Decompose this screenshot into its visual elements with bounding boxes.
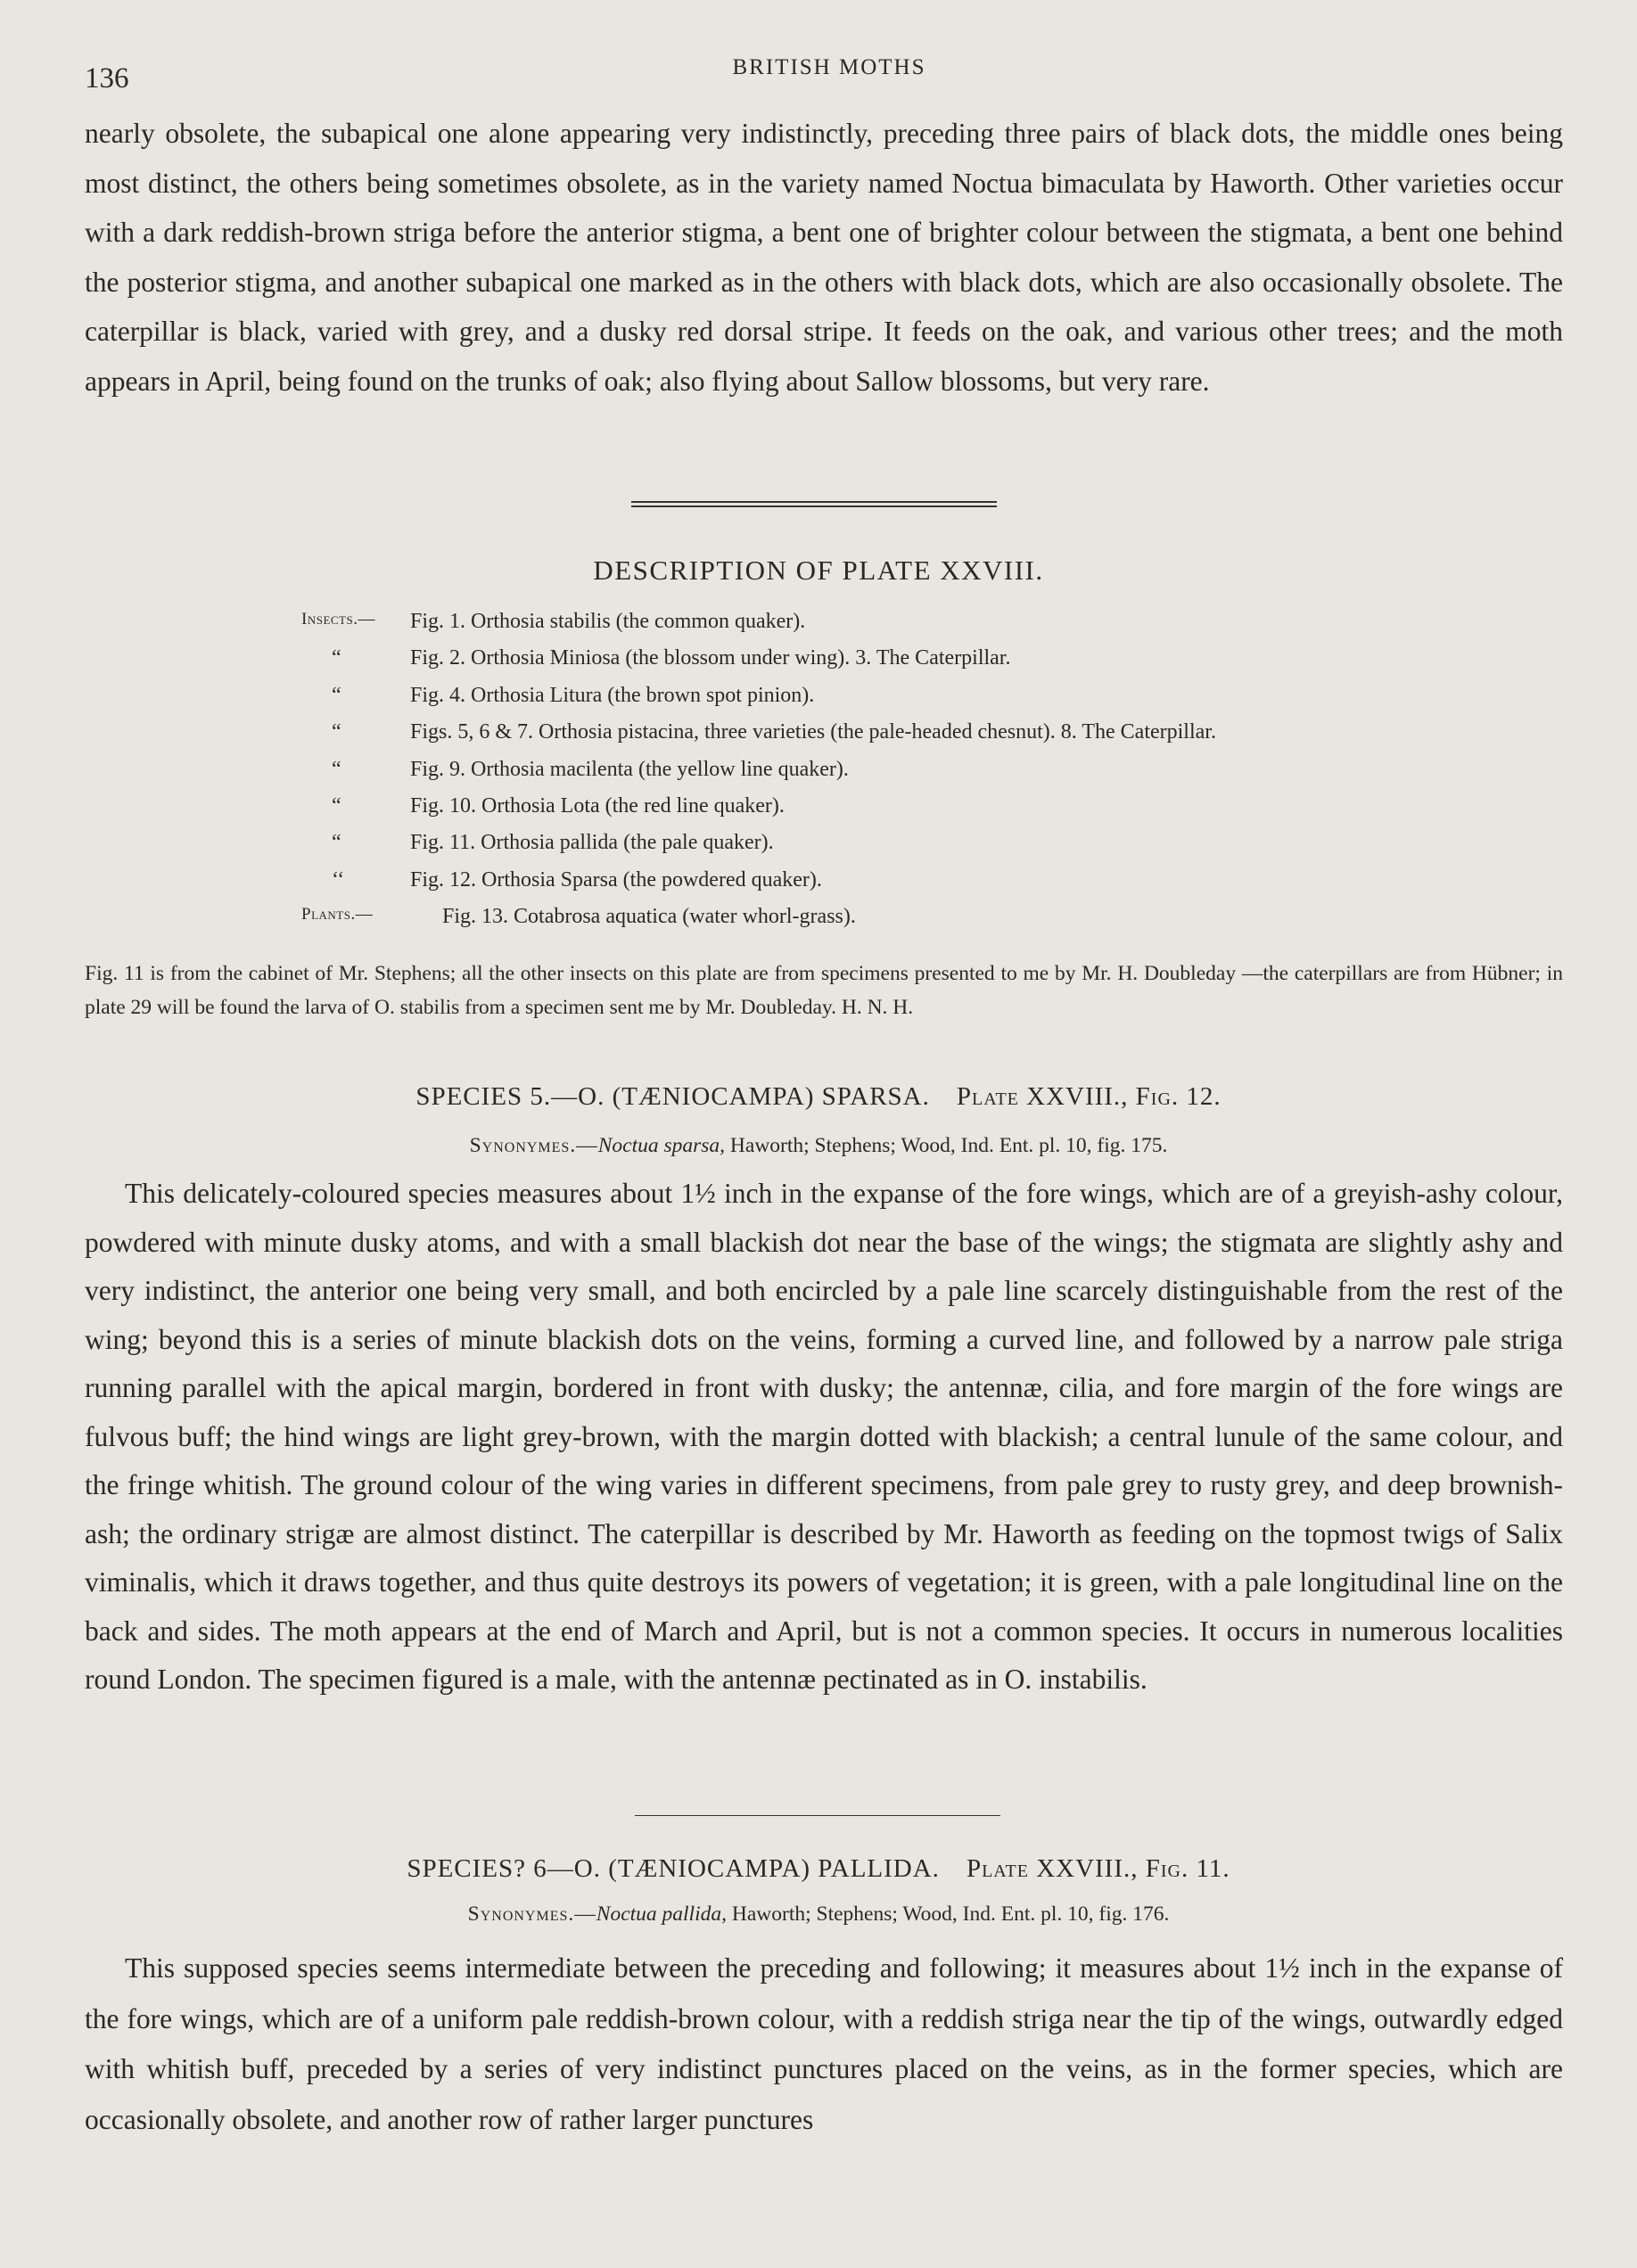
plate-row-fig-11 — [301, 831, 1550, 867]
page-number: 136 — [85, 62, 129, 94]
synonym-references: Haworth; Stephens; Wood, Ind. Ent. pl. 10, fig. 175. — [725, 1134, 1168, 1157]
ditto-mark: “ — [332, 831, 341, 855]
plate-row-text: Fig. 9. Orthosia macilenta (the yellow line quaker). — [410, 757, 849, 781]
ditto-mark: “ — [332, 720, 341, 744]
plate-row-text: Fig. 11. Orthosia pallida (the pale quaker). — [410, 831, 774, 855]
running-title: BRITISH MOTHS — [732, 55, 926, 79]
plate-row-fig-13 — [301, 905, 1550, 941]
species-5-heading — [0, 1082, 1637, 1112]
plate-row-fig-9 — [301, 758, 1550, 794]
plate-row-text: Fig. 4. Orthosia Litura (the brown spot pinion). — [410, 683, 815, 707]
synonym-references: Haworth; Stephens; Wood, Ind. Ent. pl. 10, fig. 176. — [727, 1902, 1170, 1926]
plate-row-text: Figs. 5, 6 & 7. Orthosia pistacina, three varieties (the pale-headed chesnut). 8. The Caterpillar. — [410, 720, 1216, 744]
ditto-mark: “ — [332, 793, 341, 818]
species-6-heading — [0, 1854, 1637, 1884]
plate-row-fig-4 — [301, 684, 1550, 720]
species-title: SPECIES 5.—O. (TÆNIOCAMPA) SPARSA. — [415, 1082, 930, 1111]
plate-row-text: Fig. 10. Orthosia Lota (the red line quaker). — [410, 793, 785, 818]
ditto-mark: “ — [332, 683, 341, 707]
plate-row-figs-5-7 — [301, 720, 1550, 757]
species-title: SPECIES? 6—O. (TÆNIOCAMPA) PALLIDA. — [407, 1854, 940, 1883]
plate-reference: Plate XXVIII., Fig. 11. — [966, 1854, 1230, 1883]
ditto-mark: ‘‘ — [332, 867, 345, 892]
species-5-description: This delicately-coloured species measures about 1½ inch in the expanse of the fore wings, which are of a greyish-ashy colour, powdered with minute dusky atoms, and with a small blackish dot near the base of the wings; the stigmata are slightly ashy and very indistinct, the anterior one being very small, and both encircled by a pale line scarcely distinguishable from the rest of the wing; beyond this is a series of minute blackish dots on the veins, forming a curved line, and followed by a narrow pale striga running parallel with the apical margin, bordered in front with dusky; the antennæ, cilia, and fore margin of the fore wings are fulvous buff; the hind wings are light grey-brown, with the margin dotted with blackish; a central lunule of the same colour, and the fringe whitish. The ground colour of the wing varies in different specimens, from pale grey to rusty grey, and deep brownish-ash; the ordinary strigæ are almost distinct. The caterpillar is described by Mr. Haworth as feeding on the topmost twigs of Salix viminalis, which it draws together, and thus quite destroys its powers of vegetation; it is green, with a pale longitudinal line on the back and sides. The moth appears at the end of March and April, but is not a common species. It occurs in numerous localities round London. The specimen figured is a male, with the antennæ pectinated as in O. instabilis. — [85, 1178, 1563, 1695]
plate-row-fig-12 — [301, 868, 1550, 905]
page-header — [85, 55, 1574, 100]
plate-row-text: Fig. 1. Orthosia stabilis (the common quaker). — [410, 610, 806, 633]
single-rule-divider — [635, 1815, 1000, 1816]
plate-figure-list — [301, 610, 1550, 942]
ditto-mark: “ — [332, 646, 341, 670]
plate-row-fig-1 — [301, 610, 1550, 646]
species-6-description: This supposed species seems intermediate between the preceding and following; it measures about 1½ inch in the expanse of the fore wings, which are of a uniform pale reddish-brown colour, with a reddish striga near the tip of the wings, outwardly edged with whitish buff, preceded by a series of very indistinct punctures placed on the veins, as in the former species, which are occasionally obsolete, and another row of rather larger punctures — [85, 1952, 1563, 2135]
plate-row-text: Fig. 12. Orthosia Sparsa (the powdered quaker). — [410, 867, 822, 892]
continued-paragraph: nearly obsolete, the subapical one alone appearing very indistinctly, preceding three pairs of black dots, the middle ones being most distinct, the others being sometimes obsolete, as in the variety named Noctua bimaculata by Haworth. Other varieties occur with a dark reddish-brown striga before the anterior stigma, a bent one of brighter colour between the stigmata, a bent one behind the posterior stigma, and another subapical one marked as in the others with black dots, which are also occasionally obsolete. The caterpillar is black, varied with grey, and a dusky red dorsal stripe. It feeds on the oak, and various other trees; and the moth appears in April, being found on the trunks of oak; also flying about Sallow blossoms, but very rare. — [85, 118, 1563, 397]
plate-reference: Plate XXVIII., Fig. 12. — [956, 1082, 1222, 1111]
plate-category-label: Plants.— — [301, 905, 374, 924]
plate-row-text: Fig. 13. Cotabrosa aquatica (water whorl-grass). — [442, 905, 856, 929]
synonym-name: Noctua pallida, — [596, 1902, 727, 1926]
synonyms-label: Synonymes.— — [467, 1902, 596, 1926]
plate-row-text: Fig. 2. Orthosia Miniosa (the blossom under wing). 3. The Caterpillar. — [410, 646, 1011, 670]
plate-description-title: DESCRIPTION OF PLATE XXVIII. — [593, 555, 1044, 586]
synonyms-label: Synonymes.— — [469, 1134, 598, 1157]
species-6-synonyms — [0, 1902, 1637, 1927]
species-5-synonyms — [0, 1134, 1637, 1158]
plate-note: Fig. 11 is from the cabinet of Mr. Stephens; all the other insects on this plate are from specimens presented to me by Mr. H. Doubleday —the caterpillars are from Hübner; in plate 29 will be found the larva of O. stabilis from a specimen sent me by Mr. Doubleday. H. N. H. — [85, 962, 1563, 1019]
plate-row-fig-10 — [301, 794, 1550, 831]
plate-row-fig-2 — [301, 646, 1550, 683]
ditto-mark: “ — [332, 757, 341, 781]
double-rule-divider — [631, 501, 997, 507]
plate-category-label: Insects.— — [301, 610, 375, 629]
synonym-name: Noctua sparsa, — [597, 1134, 726, 1157]
